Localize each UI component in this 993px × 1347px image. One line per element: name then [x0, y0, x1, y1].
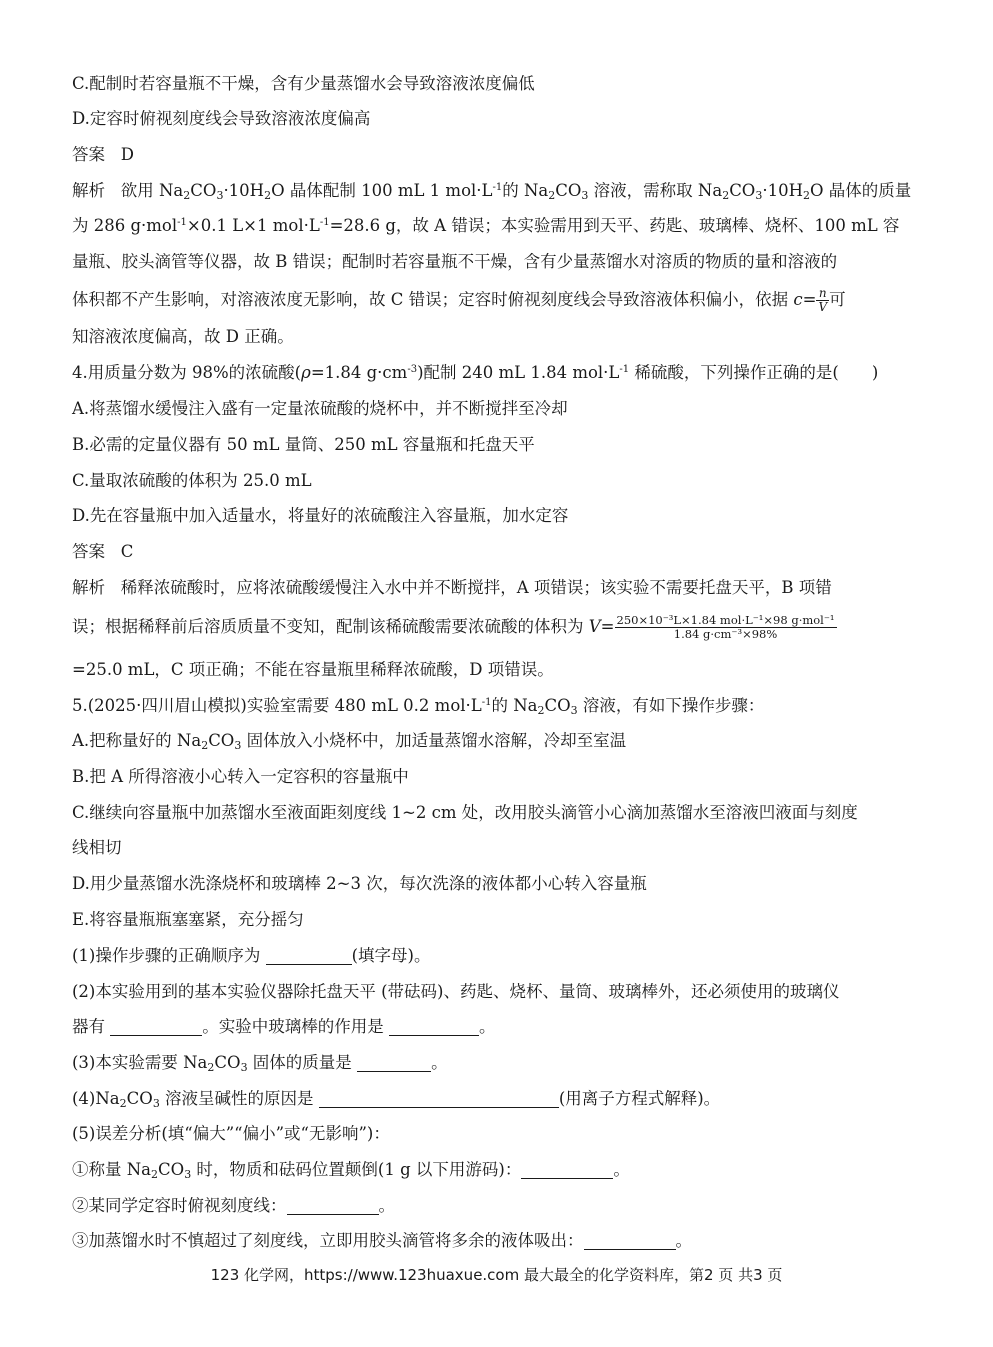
q5-stem [72, 694, 764, 718]
answer-value: D [120, 145, 134, 164]
formula-symbol: c= [793, 290, 817, 309]
q5-error-2 [72, 1194, 395, 1218]
text: CO [126, 1089, 153, 1108]
text: 固体的质量是 [247, 1053, 358, 1072]
text: =1.84 g·cm [310, 363, 408, 382]
volume-fraction [615, 614, 837, 641]
q3-option-d: D.定容时俯视刻度线会导致溶液浓度偏高 [72, 109, 371, 128]
q4-option-d: D.先在容量瓶中加入适量水，将量好的浓硫酸注入容量瓶，加水定容 [72, 506, 569, 525]
superscript: -1 [492, 182, 503, 193]
text: 。 [675, 1231, 692, 1250]
q5-sub-2-line-1: (2)本实验用到的基本实验仪器除托盘天平 (带砝码)、药匙、烧杯、量筒、玻璃棒外，还必须使用的玻璃仪 [72, 982, 840, 1001]
text: 。 [479, 1017, 496, 1036]
fraction-n-over-v [816, 287, 829, 314]
analysis-label: 解析 [72, 181, 105, 200]
q5-error-3 [72, 1229, 692, 1253]
analysis-label: 解析 [72, 578, 105, 597]
text: ·10H [762, 181, 803, 200]
rho-symbol: ρ [301, 363, 311, 382]
answer-blank[interactable] [266, 946, 352, 965]
formula-symbol: V= [588, 617, 615, 636]
text: CO [214, 1053, 241, 1072]
q5-sub-2-line-2 [72, 1015, 496, 1039]
superscript: -1 [177, 217, 187, 228]
superscript: -1 [619, 364, 630, 375]
text: CO [544, 696, 571, 715]
q5-step-b: B.把 A 所得溶液小心转入一定容积的容量瓶中 [72, 767, 409, 786]
answer-blank[interactable] [521, 1160, 613, 1179]
denominator: V [818, 300, 828, 314]
answer-blank[interactable] [389, 1017, 479, 1036]
text: CO [208, 731, 235, 750]
subscript: 3 [240, 1061, 248, 1074]
q3-answer [72, 143, 134, 167]
q5-sub-5: (5)误差分析(填“偏大”“偏小”或“无影响”)： [72, 1124, 390, 1143]
text: 4.用质量分数为 98%的浓硫酸( [72, 363, 302, 382]
text: 。实验中玻璃棒的作用是 [202, 1017, 389, 1036]
text: O 晶体的质量 [809, 181, 912, 200]
q5-step-e: E.将容量瓶瓶塞塞紧，充分摇匀 [72, 910, 304, 929]
text: 的 Na [502, 181, 549, 200]
q3-option-c: C.配制时若容量瓶不干燥，含有少量蒸馏水会导致溶液浓度偏低 [72, 74, 535, 93]
subscript: 2 [183, 189, 191, 202]
subscript: 3 [570, 704, 578, 717]
subscript: 2 [802, 189, 810, 202]
q4-analysis-line-2 [72, 614, 837, 641]
text: 为 286 g·mol [72, 216, 178, 235]
text: ①称量 Na [72, 1160, 152, 1179]
answer-blank[interactable] [357, 1053, 431, 1072]
q5-error-1 [72, 1158, 630, 1182]
superscript: -1 [319, 217, 330, 228]
subscript: 2 [119, 1097, 127, 1110]
q4-stem [72, 361, 878, 385]
numerator: 250×10⁻³L×1.84 mol·L⁻¹×98 g·mol⁻¹ [616, 613, 835, 627]
answer-blank[interactable] [110, 1017, 202, 1036]
q5-sub-1 [72, 944, 431, 968]
text: (填字母)。 [351, 946, 431, 965]
text: (用离子方程式解释)。 [558, 1089, 721, 1108]
q4-option-b: B.必需的定量仪器有 50 mL 量筒、250 mL 容量瓶和托盘天平 [72, 435, 535, 454]
text: 器有 [72, 1017, 111, 1036]
text: O 晶体配制 100 mL 1 mol·L [271, 181, 493, 200]
text: 稀释浓硫酸时，应将浓硫酸缓慢注入水中并不断搅拌，A 项错误；该实验不需要托盘天平，B 项错 [120, 578, 832, 597]
superscript: -1 [481, 697, 492, 708]
text: ③加蒸馏水时不慎超过了刻度线，立即用胶头滴管将多余的液体吸出： [72, 1231, 584, 1250]
text: 5.(2025·四川眉山模拟)实验室需要 480 mL 0.2 mol·L [72, 696, 482, 715]
text: 。 [378, 1196, 395, 1215]
answer-blank[interactable] [319, 1089, 559, 1108]
text: 稀硫酸，下列操作正确的是( ) [629, 363, 879, 382]
subscript: 2 [537, 704, 545, 717]
text: (4)Na [72, 1089, 120, 1108]
q4-analysis-line-1 [72, 576, 832, 600]
q5-sub-3 [72, 1051, 448, 1075]
text: CO [190, 181, 217, 200]
superscript: -3 [407, 364, 418, 375]
q3-analysis-line-3: 量瓶、胶头滴管等仪器，故 B 错误；配制时若容量瓶不干燥，含有少量蒸馏水对溶质的物质的量和溶液的 [72, 252, 838, 271]
text: ·10H [223, 181, 265, 200]
text: 。 [431, 1053, 448, 1072]
q3-analysis-line-4 [72, 287, 846, 314]
subscript: 2 [548, 189, 556, 202]
q3-analysis-line-1 [72, 179, 911, 203]
subscript: 3 [152, 1097, 160, 1110]
q4-analysis-line-3: =25.0 mL，C 项正确；不能在容量瓶里稀释浓硫酸，D 项错误。 [72, 660, 554, 679]
text: 溶液，需称取 Na [588, 181, 723, 200]
page-footer: 123 化学网，https://www.123huaxue.com 最大最全的化学资料库，第2 页 共3 页 [210, 1266, 783, 1284]
text: )配制 240 mL 1.84 mol·L [417, 363, 620, 382]
subscript: 2 [722, 189, 730, 202]
text: 可 [829, 290, 846, 309]
text: 。 [613, 1160, 630, 1179]
q4-option-a: A.将蒸馏水缓慢注入盛有一定量浓硫酸的烧杯中，并不断搅拌至冷却 [72, 399, 568, 418]
subscript: 3 [755, 189, 763, 202]
text: 时，物质和砝码位置颠倒(1 g 以下用游码)： [191, 1160, 522, 1179]
q4-answer [72, 540, 133, 564]
text: ②某同学定容时俯视刻度线： [72, 1196, 287, 1215]
subscript: 2 [264, 189, 272, 202]
q5-sub-4 [72, 1087, 720, 1111]
text: CO [729, 181, 756, 200]
numerator: n [816, 287, 829, 301]
text: CO [158, 1160, 185, 1179]
text: 溶液，有如下操作步骤： [577, 696, 765, 715]
subscript: 2 [207, 1061, 215, 1074]
text: 固体放入小烧杯中，加适量蒸馏水溶解，冷却至室温 [241, 731, 627, 750]
text: (1)操作步骤的正确顺序为 [72, 946, 266, 965]
answer-value: C [120, 542, 134, 561]
q3-analysis-line-2 [72, 214, 899, 238]
subscript: 3 [184, 1168, 192, 1181]
subscript: 3 [216, 189, 224, 202]
answer-blank[interactable] [287, 1196, 379, 1215]
denominator: 1.84 g·cm⁻³×98% [673, 627, 778, 641]
q3-analysis-line-5: 知溶液浓度偏高，故 D 正确。 [72, 327, 294, 346]
q5-step-d: D.用少量蒸馏水洗涤烧杯和玻璃棒 2~3 次，每次洗涤的液体都小心转入容量瓶 [72, 874, 647, 893]
subscript: 2 [151, 1168, 159, 1181]
q5-step-a [72, 729, 626, 753]
answer-label: 答案 [72, 542, 105, 561]
q4-option-c: C.量取浓硫酸的体积为 25.0 mL [72, 471, 312, 490]
answer-label: 答案 [72, 145, 105, 164]
answer-blank[interactable] [584, 1231, 676, 1250]
q5-step-c-line-2: 线相切 [72, 838, 122, 857]
text: A.把称量好的 Na [72, 731, 202, 750]
text: ×0.1 L×1 mol·L [186, 216, 320, 235]
text: 体积都不产生影响，对溶液浓度无影响，故 C 错误；定容时俯视刻度线会导致溶液体积偏小，依据 [72, 290, 789, 309]
text: 误；根据稀释前后溶质质量不变知，配制该稀硫酸需要浓硫酸的体积为 [72, 617, 584, 636]
text: CO [555, 181, 582, 200]
subscript: 2 [201, 739, 209, 752]
q5-step-c-line-1: C.继续向容量瓶中加蒸馏水至液面距刻度线 1~2 cm 处，改用胶头滴管小心滴加蒸馏水至溶液凹液面与刻度 [72, 803, 858, 822]
subscript: 3 [234, 739, 242, 752]
text: 欲用 Na [120, 181, 184, 200]
text: (3)本实验需要 Na [72, 1053, 208, 1072]
text: =28.6 g，故 A 错误；本实验需用到天平、药匙、玻璃棒、烧杯、100 mL 容 [329, 216, 900, 235]
text: 溶液呈碱性的原因是 [159, 1089, 319, 1108]
text: 的 Na [491, 696, 538, 715]
subscript: 3 [581, 189, 589, 202]
